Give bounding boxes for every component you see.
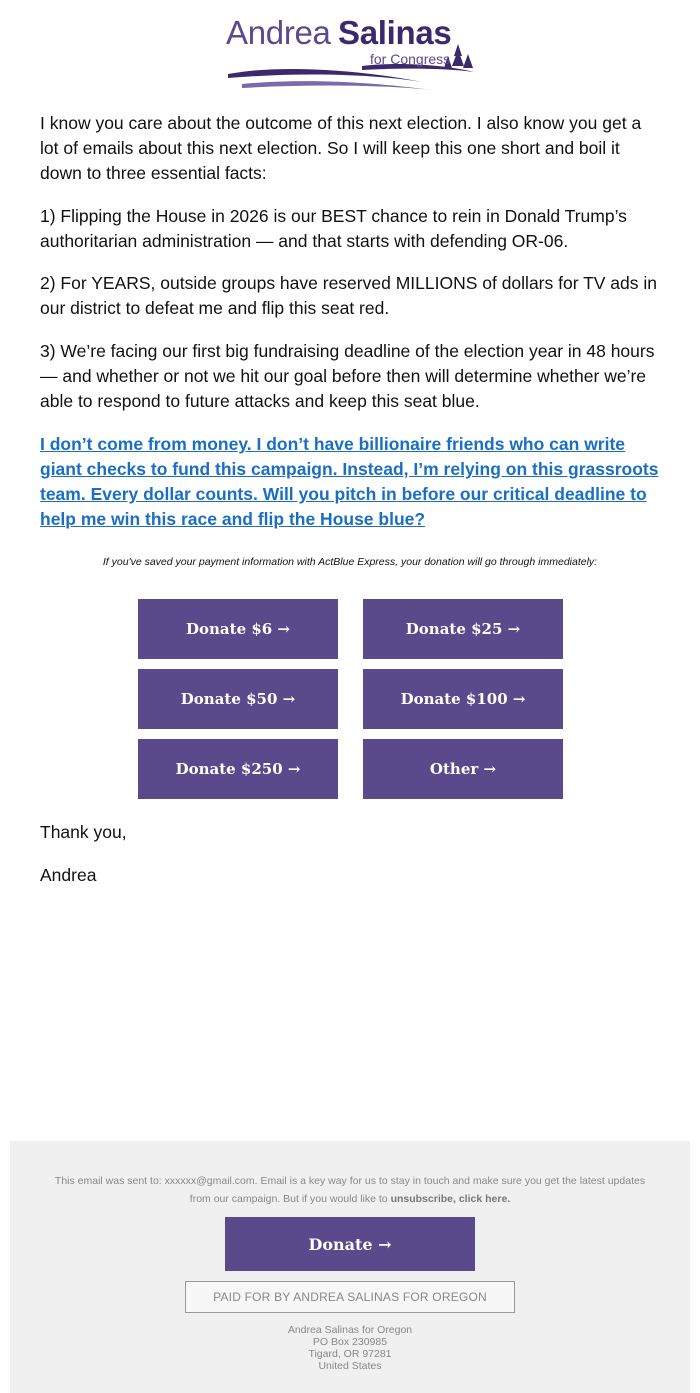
logo-first-name: Andrea bbox=[226, 14, 331, 51]
donate-other-button[interactable]: Other → bbox=[363, 739, 563, 799]
closing-signature: Andrea bbox=[40, 865, 97, 885]
actblue-express-notice: If you've saved your payment information with ActBlue Express, your donation will go through immediately: bbox=[102, 556, 598, 568]
mailing-address bbox=[10, 1324, 690, 1372]
donate-250-button[interactable]: Donate $250 → bbox=[138, 739, 338, 799]
email-footer bbox=[10, 1141, 690, 1393]
footer-subscription-note bbox=[50, 1172, 650, 1208]
fact-two-paragraph: 2) For YEARS, outside groups have reserved MILLIONS of dollars for TV ads in our district to defeat me and flip this seat red. bbox=[40, 273, 658, 318]
donate-25-button[interactable]: Donate $25 → bbox=[363, 599, 563, 659]
donate-6-button[interactable]: Donate $6 → bbox=[138, 599, 338, 659]
address-line: Tigard, OR 97281 bbox=[308, 1348, 392, 1360]
donation-appeal-link[interactable]: I don’t come from money. I don’t have billionaire friends who can write giant checks to fund this campaign. Instead, I’m relying on this grassroots team. Every dollar counts. Will you pitch in before our critical deadline to help me win this race and flip the House blue? bbox=[40, 434, 659, 529]
logo-subtitle: for Congress bbox=[370, 51, 451, 67]
unsubscribe-link[interactable]: unsubscribe, click here. bbox=[390, 1193, 511, 1205]
campaign-logo bbox=[222, 14, 482, 96]
address-line: PO Box 230985 bbox=[312, 1336, 388, 1348]
closing-thanks: Thank you, bbox=[40, 822, 127, 842]
address-line: United States bbox=[318, 1360, 382, 1372]
intro-paragraph: I know you care about the outcome of this next election. I also know you get a lot of emails about this next election. So I will keep this one short and boil it down to three essential facts: bbox=[40, 113, 642, 183]
donate-100-button[interactable]: Donate $100 → bbox=[363, 669, 563, 729]
paid-for-disclaimer: PAID FOR BY ANDREA SALINAS FOR OREGON bbox=[185, 1281, 515, 1313]
donate-50-button[interactable]: Donate $50 → bbox=[138, 669, 338, 729]
fact-three-paragraph: 3) We’re facing our first big fundraising deadline of the election year in 48 hours — and whether or not we hit our goal before then will determine whether we’re able to respond to future attacks and keep this seat blue. bbox=[40, 341, 655, 411]
footer-note-text: This email was sent to: xxxxxx@gmail.com. Email is a key way for us to stay in touch and make sure you get the latest updates from our campaign. But if you would like to bbox=[54, 1175, 646, 1205]
address-line: Andrea Salinas for Oregon bbox=[287, 1324, 413, 1336]
footer-donate-button[interactable]: Donate → bbox=[225, 1217, 475, 1271]
logo-last-name: Salinas bbox=[338, 14, 452, 51]
fact-one-paragraph: 1) Flipping the House in 2026 is our BEST chance to rein in Donald Trump’s authoritarian administration — and that starts with defending OR-06. bbox=[40, 206, 627, 251]
